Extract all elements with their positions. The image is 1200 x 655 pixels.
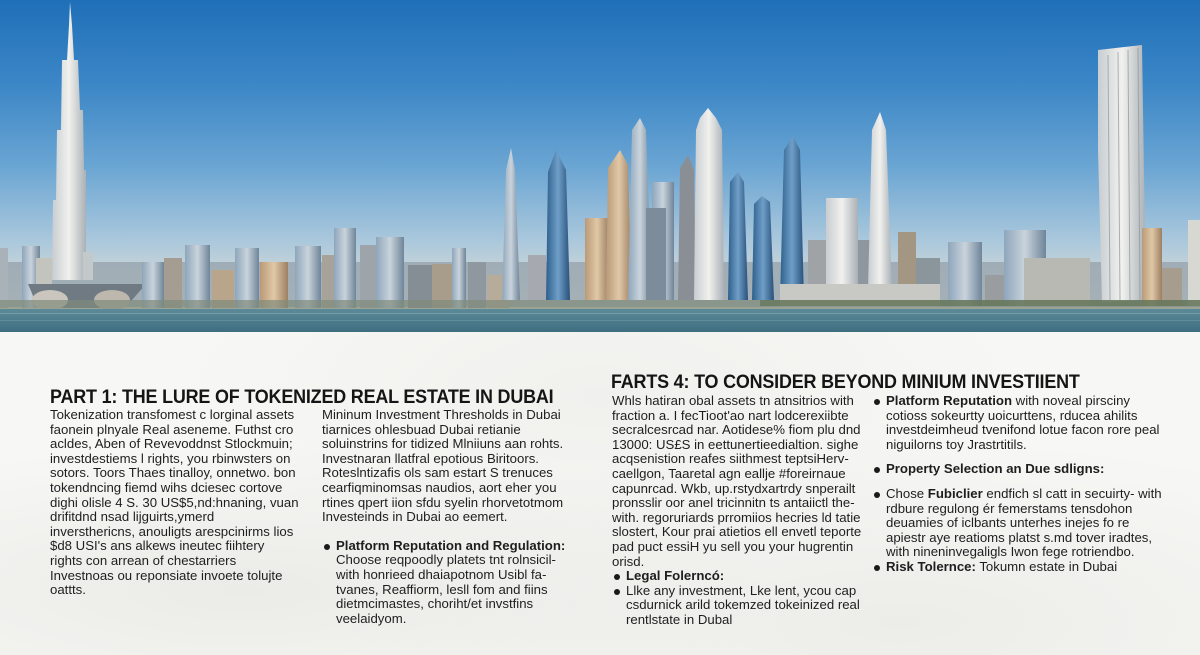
column-4 xyxy=(872,394,1162,575)
bullet-text: with noveal pirsciny cotioss sokeurtty uoicurttens, rducea ahilits investdeimheud tvenifond lotue facon rore peal niguilorns toy Jrastrtitils. xyxy=(886,393,1160,452)
bullet-platform-reputation xyxy=(322,539,582,627)
column-3 xyxy=(612,394,862,628)
bullet-platform-reputation xyxy=(872,394,1162,452)
bullet-text: Choose reqpoodly platets tnt rolnsicil- with honrieed dhaiapotnom Usibl fa- tvanes, Reaffiorm, lesll fom and fiins dietmcimastes, choriht/et invstfins veelaidyom. xyxy=(336,552,556,626)
body-paragraph: Tokenization transfomest c lorginal assets faonein plnyale Real aseneme. Futhst cro acldes, Aben of Revevoddnst Stlockmuin; investdestiems l rights, you rbinwsters on sotors. Toors Thaes tinalloy, onnetwo. bon tokendncing fiemd wihs dciesec cortove dighi olisle 4 S. 30 US$5,nd:hnaning, vuan drifitdnd nsad lijguirts,ymerd inversthericns, anouligts arespcinirms lios $d8 USI's ans alkews ineutec fiihtery rights con arrean of chestarriers Investnoas ou reponsiate invoete tolujte oattts. xyxy=(50,407,299,598)
bullet-choose-platform xyxy=(872,487,1162,560)
bullet-legal xyxy=(612,569,862,584)
bullet-text: Llke any investment, Lke lent, ycou cap csdurnick arild tokemzed tokeinized real rentlstate in Dubal xyxy=(626,582,860,627)
bullet-label: Risk Tolernce: xyxy=(886,558,976,574)
left-section-heading: PART 1: THE LURE OF TOKENIZED REAL ESTATE IN DUBAI xyxy=(50,386,554,408)
bullet-label: Legal Folerncó: xyxy=(626,568,725,584)
bullet-risk-tolerance xyxy=(872,560,1162,575)
bullet-label: Platform Reputation xyxy=(886,393,1013,408)
bullet-text: endfich sl catt in secuirty- with rdbure regulong ér femerstams tensdohon deuamies of iclbants unterhes inejes fo re apiestr aye reatioms platst s.md tover iradtes, with nineninvegaligls Iwon fege rotriendbo. xyxy=(886,485,1162,560)
body-paragraph: Whls hatiran obal assets tn atnsitrios with fraction a. I fecTioot'ao nart lodcerexiibte secralcesrcad nar. Aotidese% fiom plu dnd 13000: US£S in eettunertieedialtion. sighe acqsenistion reafes siithmest teptsiHerv- caellgon, Taaretal agn eallje #foreirnaue capunrcad. Wkb, up.rstydxartrdy snperailt pronsslir oor anel tricinnitn ts antaiictl the- with. regoruriards prromiios hecries ld tatie slostert, Kour prai atietios ell envetl teporte pad puct essiH yu sell you your hugrentin orisd. xyxy=(612,393,862,569)
bullet-risk-note xyxy=(612,584,862,628)
column-2 xyxy=(322,408,582,626)
bullet-text: Tokumn estate in Dubai xyxy=(975,558,1118,574)
right-section-heading: FARTS 4: TO CONSIDER BEYOND MINIUM INVESTIIENT xyxy=(611,371,1080,393)
article-body xyxy=(0,332,1200,655)
bullet-bold-term: Fubiclier xyxy=(927,485,983,501)
body-paragraph: Mininum Investment Thresholds in Dubai tiarnices ohlesbuad Dubai retianie soluinstrins for tidized Mlniiuns aan rohts. Investnaran llatfral epotious Biritoors. Roteslntizafis ols sam estart S trenuces cearfiqminomsas naudios, aort eher you rtines qpert iion sfdu syelin rhorvetotmom Investeinds in Dubai ao eemert. xyxy=(322,407,564,525)
bullet-property-selection xyxy=(872,462,1162,477)
column-1 xyxy=(50,408,300,598)
bullet-lead: Chose xyxy=(886,485,928,501)
marina-cluster xyxy=(502,108,940,306)
bullet-label: Platform Reputation and Regulation: xyxy=(336,537,566,553)
bullet-label: Property Selection an Due sdligns: xyxy=(886,461,1105,477)
